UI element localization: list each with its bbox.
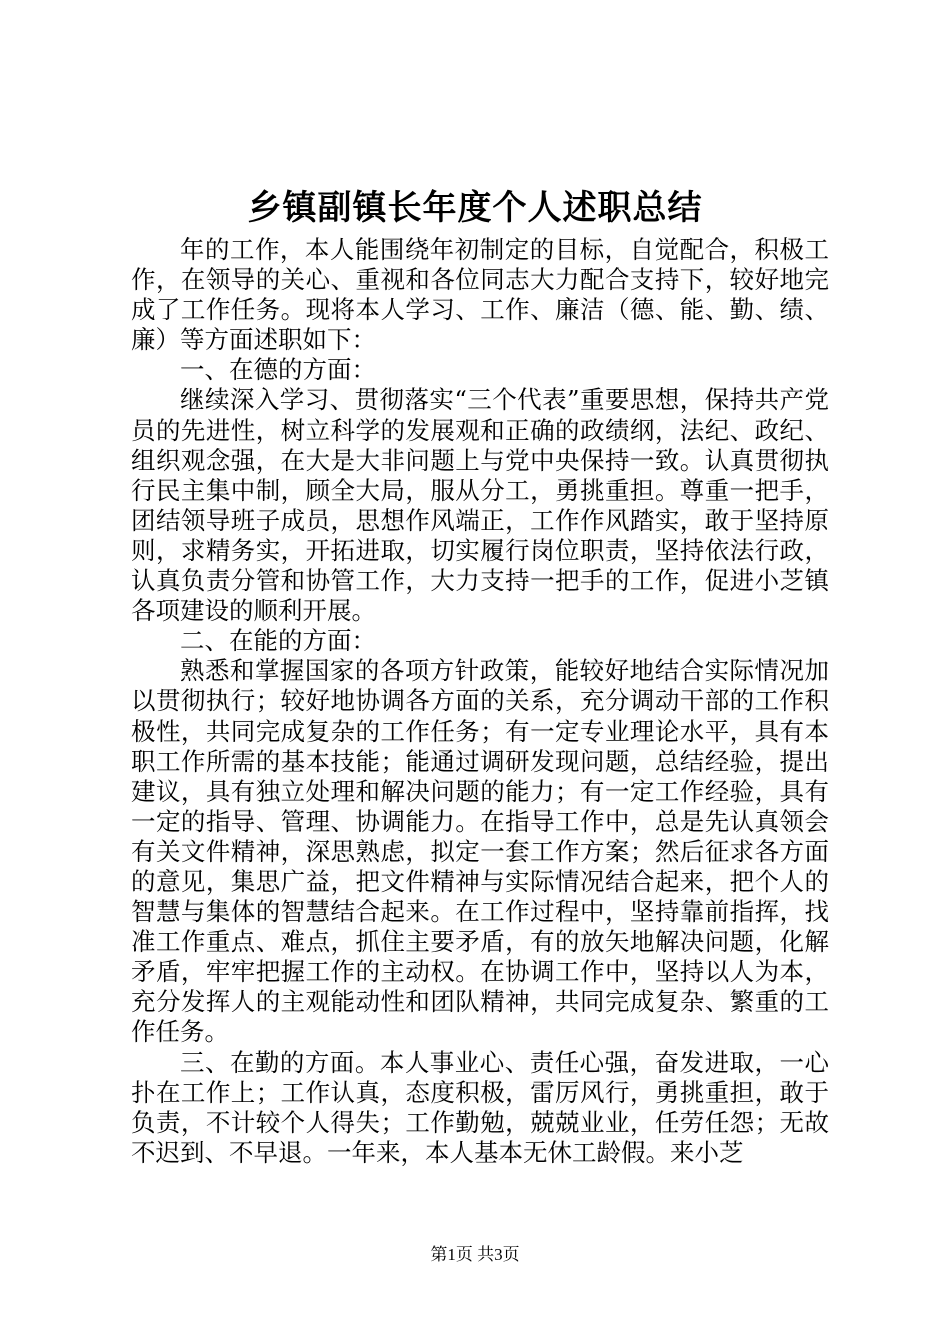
section-heading-de: 一、在德的方面： <box>180 355 376 385</box>
page-footer: 第1页 共3页 <box>430 1245 520 1264</box>
section-heading-neng: 二、在能的方面： <box>180 626 376 656</box>
paragraph-neng: 熟悉和掌握国家的各项方针政策，能较好地结合实际情况加以贯彻执行；较好地协调各方面的关系，充分调动干部的工作积极性，共同完成复杂的工作任务；有一定专业理论水平，具有本职工作所需的基本技能；能通过调研发现问题，总结经验，提出建议，具有独立处理和解决问题的能力；有一定工作经验，具有一定的指导、管理、协调能力。在指导工作中，总是先认真领会有关文件精神，深思熟虑，拟定一套工作方案；然后征求各方面的意见，集思广益，把文件精神与实际情况结合起来，把个人的智慧与集体的智慧结合起来。在工作过程中，坚持靠前指挥，找准工作重点、难点，抓住主要矛盾，有的放矢地解决问题，化解矛盾，牢牢把握工作的主动权。在协调工作中，坚持以人为本，充分发挥人的主观能动性和团队精神，共同完成复杂、繁重的工作任务。 <box>131 656 829 1047</box>
paragraph-intro: 年的工作，本人能围绕年初制定的目标，自觉配合，积极工作，在领导的关心、重视和各位同志大力配合支持下，较好地完成了工作任务。现将本人学习、工作、廉洁（德、能、勤、绩、廉）等方面述职如下： <box>131 235 829 355</box>
paragraph-de: 继续深入学习、贯彻落实“三个代表”重要思想，保持共产党员的先进性，树立科学的发展观和正确的政绩纲，法纪、政纪、组织观念强，在大是大非问题上与党中央保持一致。认真贯彻执行民主集中制，顾全大局，服从分工，勇挑重担。尊重一把手，团结领导班子成员，思想作风端正，工作作风踏实，敢于坚持原则，求精务实，开拓进取，切实履行岗位职责，坚持依法行政，认真负责分管和协管工作，大力支持一把手的工作，促进小芝镇各项建设的顺利开展。 <box>131 385 829 626</box>
paragraph-qin: 三、在勤的方面。本人事业心、责任心强，奋发进取，一心扑在工作上；工作认真，态度积极，雷厉风行，勇挑重担，敢于负责，不计较个人得失；工作勤勉，兢兢业业，任劳任怨；无故不迟到、不早退。一年来，本人基本无休工龄假。来小芝 <box>131 1047 829 1167</box>
document-title: 乡镇副镇长年度个人述职总结 <box>247 188 703 228</box>
document-body <box>131 235 829 1168</box>
